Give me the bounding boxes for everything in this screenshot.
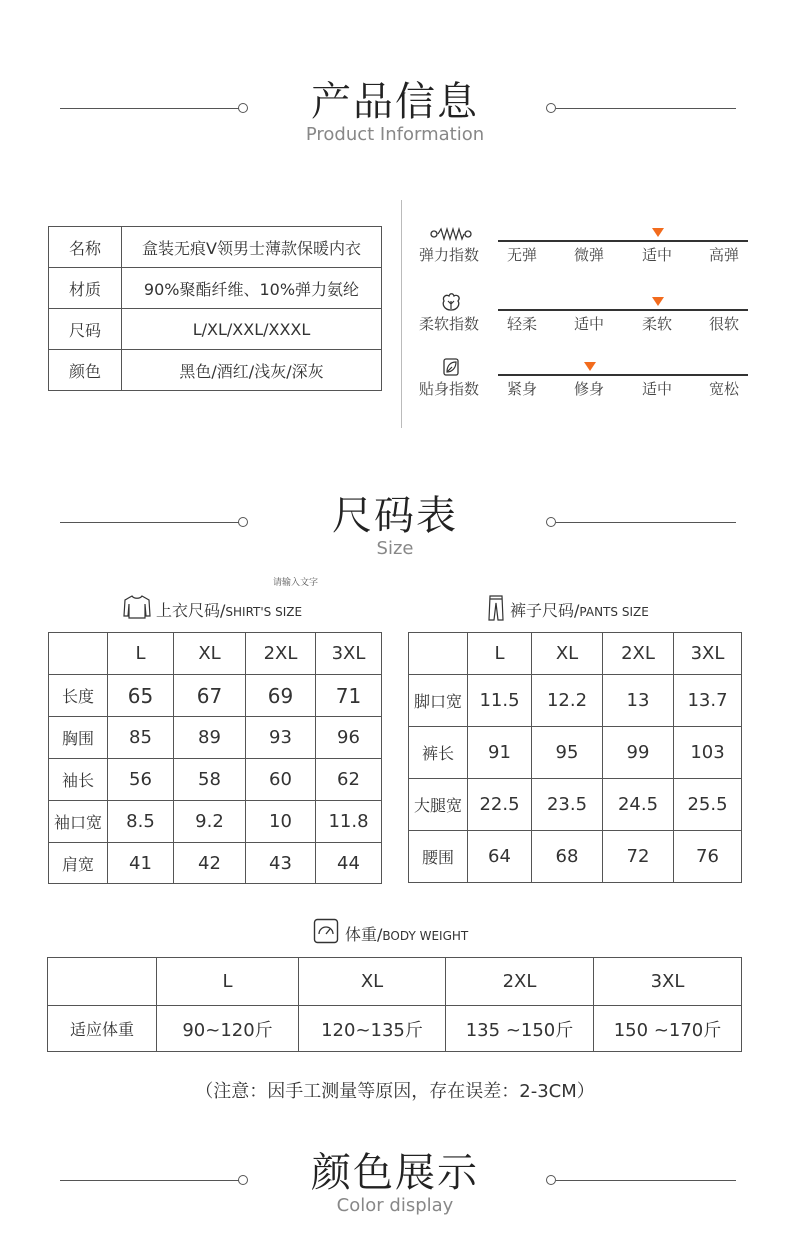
table-header — [409, 633, 468, 675]
index-marker — [652, 297, 664, 306]
table-cell: 93 — [246, 717, 316, 759]
info-label: 颜色 — [49, 350, 122, 391]
shirt-table-title — [156, 598, 302, 621]
table-row — [49, 843, 382, 884]
product-info-title-en: Product Information — [305, 124, 485, 145]
table-cell: 22.5 — [468, 779, 532, 831]
table-row — [49, 268, 382, 309]
product-info-title-cn: 产品信息 — [311, 79, 479, 125]
weight-title-en: BODY WEIGHT — [382, 929, 469, 943]
info-value: L/XL/XXL/XXXL — [122, 309, 382, 350]
table-cell: 8.5 — [108, 801, 174, 843]
table-cell: 袖长 — [49, 759, 108, 801]
table-cell: 71 — [316, 675, 382, 717]
table-row — [409, 633, 742, 675]
vertical-divider — [401, 200, 402, 428]
table-header: 3XL — [594, 958, 742, 1006]
table-row — [49, 801, 382, 843]
table-cell: 适应体重 — [48, 1006, 157, 1052]
table-cell: 90~120斤 — [157, 1006, 299, 1052]
table-cell: 23.5 — [532, 779, 603, 831]
table-cell: 103 — [674, 727, 742, 779]
table-header: 2XL — [446, 958, 594, 1006]
index-option: 微弹 — [573, 246, 604, 264]
index-option: 适中 — [573, 315, 604, 333]
table-cell: 9.2 — [174, 801, 246, 843]
size-title — [0, 493, 790, 559]
weight-table-title — [345, 922, 468, 945]
table-row — [409, 727, 742, 779]
index-option: 适中 — [641, 380, 672, 398]
pants-title-en: PANTS SIZE — [579, 605, 649, 619]
table-cell: 120~135斤 — [299, 1006, 446, 1052]
index-scale-line — [498, 309, 748, 311]
index-option: 适中 — [641, 246, 672, 264]
cotton-icon — [440, 292, 462, 312]
info-label: 材质 — [49, 268, 122, 309]
info-value: 黑色/酒红/浅灰/深灰 — [122, 350, 382, 391]
color-title-cn: 颜色展示 — [311, 1150, 479, 1196]
table-cell: 13.7 — [674, 675, 742, 727]
table-cell: 135 ~150斤 — [446, 1006, 594, 1052]
scale-icon — [313, 918, 339, 944]
table-cell: 25.5 — [674, 779, 742, 831]
index-option: 很软 — [708, 315, 739, 333]
table-row — [48, 1006, 742, 1052]
pants-table-title — [510, 598, 649, 621]
table-row — [48, 958, 742, 1006]
table-cell: 13 — [603, 675, 674, 727]
table-header: L — [468, 633, 532, 675]
table-cell: 95 — [532, 727, 603, 779]
table-row — [49, 350, 382, 391]
table-cell: 11.5 — [468, 675, 532, 727]
table-cell: 68 — [532, 831, 603, 883]
table-header: XL — [299, 958, 446, 1006]
table-row — [49, 759, 382, 801]
index-label-elasticity: 弹力指数 — [419, 246, 480, 264]
table-cell: 96 — [316, 717, 382, 759]
product-info-table — [48, 226, 382, 391]
table-cell: 43 — [246, 843, 316, 884]
info-label: 名称 — [49, 227, 122, 268]
table-cell: 12.2 — [532, 675, 603, 727]
index-option: 高弹 — [708, 246, 739, 264]
info-value: 盒装无痕V领男士薄款保暖内衣 — [122, 227, 382, 268]
leaf-icon — [442, 357, 460, 377]
index-marker — [584, 362, 596, 371]
size-title-en: Size — [376, 538, 414, 559]
index-label-fit: 贴身指数 — [419, 380, 480, 398]
table-cell: 64 — [468, 831, 532, 883]
shirt-size-table — [48, 632, 382, 884]
table-cell: 72 — [603, 831, 674, 883]
table-cell: 62 — [316, 759, 382, 801]
table-cell: 58 — [174, 759, 246, 801]
index-marker — [652, 228, 664, 237]
table-header: 3XL — [316, 633, 382, 675]
table-header: 2XL — [246, 633, 316, 675]
table-cell: 长度 — [49, 675, 108, 717]
weight-table — [47, 957, 742, 1052]
index-scale-line — [498, 374, 748, 376]
table-cell: 41 — [108, 843, 174, 884]
shirt-title-cn: 上衣尺码/ — [156, 601, 226, 620]
info-label: 尺码 — [49, 309, 122, 350]
table-header: 3XL — [674, 633, 742, 675]
table-cell: 脚口宽 — [409, 675, 468, 727]
table-cell: 10 — [246, 801, 316, 843]
table-row — [49, 227, 382, 268]
table-row — [409, 831, 742, 883]
table-cell: 69 — [246, 675, 316, 717]
table-cell: 肩宽 — [49, 843, 108, 884]
table-cell: 67 — [174, 675, 246, 717]
table-header — [48, 958, 157, 1006]
table-cell: 胸围 — [49, 717, 108, 759]
table-row — [49, 675, 382, 717]
weight-title-cn: 体重/ — [345, 925, 383, 944]
table-cell: 150 ~170斤 — [594, 1006, 742, 1052]
table-cell: 89 — [174, 717, 246, 759]
table-cell: 腰围 — [409, 831, 468, 883]
index-option: 宽松 — [708, 380, 739, 398]
measurement-note: （注意：因手工测量等原因，存在误差：2-3CM） — [195, 1081, 595, 1102]
table-cell: 76 — [674, 831, 742, 883]
shirt-title-en: SHIRT'S SIZE — [225, 605, 303, 619]
table-cell: 袖口宽 — [49, 801, 108, 843]
table-row — [49, 717, 382, 759]
table-cell: 65 — [108, 675, 174, 717]
table-cell: 24.5 — [603, 779, 674, 831]
table-cell: 99 — [603, 727, 674, 779]
index-option: 无弹 — [506, 246, 537, 264]
table-header: XL — [174, 633, 246, 675]
color-title-en: Color display — [336, 1195, 454, 1216]
index-option: 轻柔 — [506, 315, 537, 333]
size-title-cn: 尺码表 — [332, 493, 458, 539]
table-cell: 56 — [108, 759, 174, 801]
table-row — [409, 675, 742, 727]
table-header: L — [157, 958, 299, 1006]
pants-icon — [488, 594, 504, 622]
table-cell: 91 — [468, 727, 532, 779]
table-header: 2XL — [603, 633, 674, 675]
product-info-title — [0, 79, 790, 145]
index-option: 紧身 — [506, 380, 537, 398]
pants-title-cn: 裤子尺码/ — [510, 601, 580, 620]
spring-icon — [430, 227, 472, 241]
table-row — [49, 633, 382, 675]
index-option: 修身 — [573, 380, 604, 398]
table-cell: 60 — [246, 759, 316, 801]
table-cell: 裤长 — [409, 727, 468, 779]
pants-size-table — [408, 632, 742, 883]
shirt-icon — [122, 594, 152, 620]
table-cell: 42 — [174, 843, 246, 884]
table-header: L — [108, 633, 174, 675]
table-header: XL — [532, 633, 603, 675]
index-label-softness: 柔软指数 — [419, 315, 480, 333]
info-value: 90%聚酯纤维、10%弹力氨纶 — [122, 268, 382, 309]
color-display-title — [0, 1150, 790, 1216]
index-option: 柔软 — [641, 315, 672, 333]
table-cell: 44 — [316, 843, 382, 884]
table-row — [409, 779, 742, 831]
table-cell: 85 — [108, 717, 174, 759]
table-header — [49, 633, 108, 675]
table-row — [49, 309, 382, 350]
placeholder-note: 请输入文字 — [273, 578, 319, 588]
table-cell: 11.8 — [316, 801, 382, 843]
index-scale-line — [498, 240, 748, 242]
table-cell: 大腿宽 — [409, 779, 468, 831]
